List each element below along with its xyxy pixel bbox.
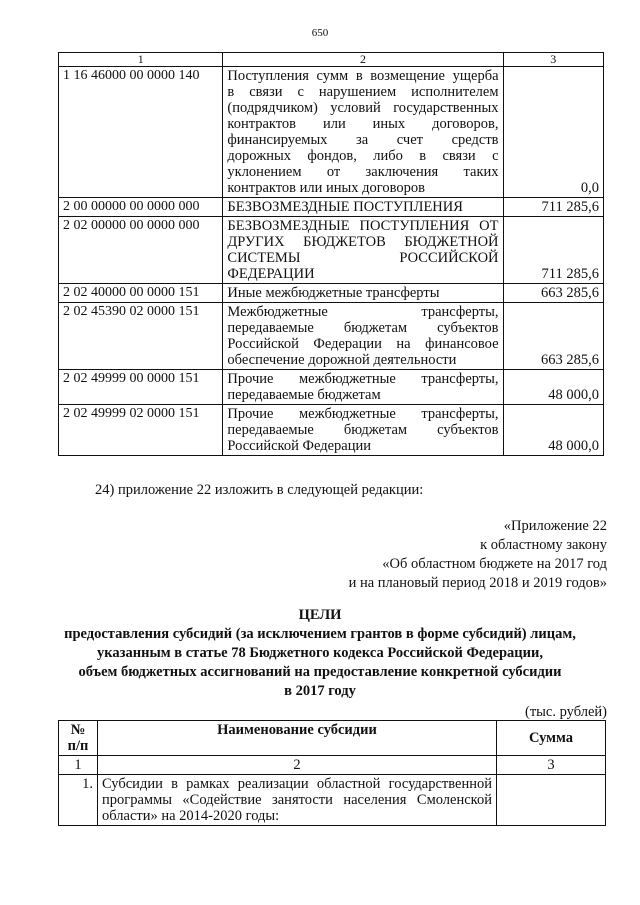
revenue-name-line: БЕЗВОЗМЕЗДНЫЕ ПОСТУПЛЕНИЯ ОТ <box>227 218 499 234</box>
budget-code: 1 16 46000 00 0000 140 <box>59 67 223 198</box>
row-sum <box>497 775 606 826</box>
subsidy-table <box>58 720 606 826</box>
table-row <box>59 303 604 370</box>
revenue-name-line: контрактов или иных договоров <box>227 180 425 196</box>
table-row <box>59 775 606 826</box>
column-number: 2 <box>98 756 497 775</box>
revenue-name <box>223 405 503 456</box>
revenue-table-body <box>59 67 604 456</box>
title-line: в 2017 году <box>284 683 356 699</box>
revenue-name-line: контрактов или иных договоров, <box>227 116 499 132</box>
annex-line: «Приложение 22 <box>503 518 607 534</box>
page-number: 650 <box>311 27 329 39</box>
column-number: 3 <box>497 756 606 775</box>
revenue-name-line: БЕЗВОЗМЕЗДНЫЕ ПОСТУПЛЕНИЯ <box>227 199 463 215</box>
revenue-name-line: передаваемые бюджетам <box>227 387 381 403</box>
revenue-name-line: Поступления сумм в возмещение ущерба <box>227 68 499 84</box>
amount: 711 285,6 <box>503 217 603 284</box>
table-row <box>59 198 604 217</box>
budget-code: 2 02 40000 00 0000 151 <box>59 284 223 303</box>
revenue-name <box>223 67 503 198</box>
amendment-item: 24) приложение 22 изложить в следующей редакции: <box>95 482 424 498</box>
header-sum: Сумма <box>497 721 606 756</box>
revenue-name-line: ФЕДЕРАЦИИ <box>227 266 315 282</box>
revenue-name-line: (подрядчиком) условий государственных <box>227 100 499 116</box>
title-line: предоставления субсидий (за исключением грантов в форме субсидий) лицам, <box>64 626 576 642</box>
revenue-name-line: финансируемых за счет средств <box>227 132 499 148</box>
column-number-row <box>59 756 606 775</box>
revenue-name-line: СИСТЕМЫ РОССИЙСКОЙ <box>227 250 499 266</box>
revenue-name <box>223 284 503 303</box>
annex-line: «Об областном бюджете на 2017 год <box>382 556 607 572</box>
revenue-name-line: передаваемые бюджетам субъектов <box>227 422 499 438</box>
revenue-name-line: Российской Федерации <box>227 438 371 454</box>
document-title <box>0 606 640 701</box>
table-row <box>59 370 604 405</box>
revenue-name-line: уклонением от заключения таких <box>227 164 499 180</box>
revenue-name-line: Прочие межбюджетные трансферты, <box>227 406 499 422</box>
annex-line: к областному закону <box>480 537 607 553</box>
table-row <box>59 67 604 198</box>
units-label: (тыс. рублей) <box>525 704 607 720</box>
revenue-name <box>223 217 503 284</box>
header-number <box>59 721 98 756</box>
column-number: 2 <box>223 53 503 67</box>
amount: 48 000,0 <box>503 370 603 405</box>
title-line: объем бюджетных ассигнований на предоставление конкретной субсидии <box>78 664 562 680</box>
amount: 0,0 <box>503 67 603 198</box>
budget-code: 2 02 45390 02 0000 151 <box>59 303 223 370</box>
revenue-name-line: Межбюджетные трансферты, <box>227 304 499 320</box>
column-number: 1 <box>59 756 98 775</box>
table-row <box>59 217 604 284</box>
budget-code: 2 00 00000 00 0000 000 <box>59 198 223 217</box>
revenue-name-line: Иные межбюджетные трансферты <box>227 285 440 301</box>
budget-code: 2 02 00000 00 0000 000 <box>59 217 223 284</box>
table-row <box>59 405 604 456</box>
budget-code: 2 02 49999 02 0000 151 <box>59 405 223 456</box>
budget-code: 2 02 49999 00 0000 151 <box>59 370 223 405</box>
row-number: 1. <box>59 775 98 826</box>
table-row <box>59 284 604 303</box>
revenue-name <box>223 198 503 217</box>
revenue-name-line: Российской Федерации на финансовое <box>227 336 499 352</box>
revenue-name-line: дорожных фондов, либо в связи с <box>227 148 499 164</box>
column-number: 1 <box>59 53 223 67</box>
header-number-line: п/п <box>67 738 89 754</box>
annex-line: и на плановый период 2018 и 2019 годов» <box>348 575 607 591</box>
revenue-name-line: обеспечение дорожной деятельности <box>227 352 457 368</box>
amount: 663 285,6 <box>503 284 603 303</box>
title-line: указанным в статье 78 Бюджетного кодекса Российской Федерации, <box>97 645 543 661</box>
title-line: ЦЕЛИ <box>298 607 342 623</box>
revenue-name-line: Прочие межбюджетные трансферты, <box>227 371 499 387</box>
revenue-name <box>223 370 503 405</box>
revenue-name-line: ДРУГИХ БЮДЖЕТОВ БЮДЖЕТНОЙ <box>227 234 499 250</box>
subsidy-table-header <box>59 721 606 756</box>
column-number: 3 <box>503 53 603 67</box>
header-number-line: № <box>70 722 86 738</box>
header-name: Наименование субсидии <box>98 721 497 756</box>
annex-header <box>349 517 607 593</box>
revenue-name <box>223 303 503 370</box>
row-description: Субсидии в рамках реализации областной государственной программы «Содействие занятости населения Смоленской области» на 2014-2020 годы: <box>98 775 497 826</box>
revenue-table <box>58 52 604 456</box>
amount: 711 285,6 <box>503 198 603 217</box>
revenue-name-line: в связи с нарушением исполнителем <box>227 84 499 100</box>
amount: 663 285,6 <box>503 303 603 370</box>
revenue-table-header <box>59 53 604 67</box>
revenue-name-line: передаваемые бюджетам субъектов <box>227 320 499 336</box>
amount: 48 000,0 <box>503 405 603 456</box>
